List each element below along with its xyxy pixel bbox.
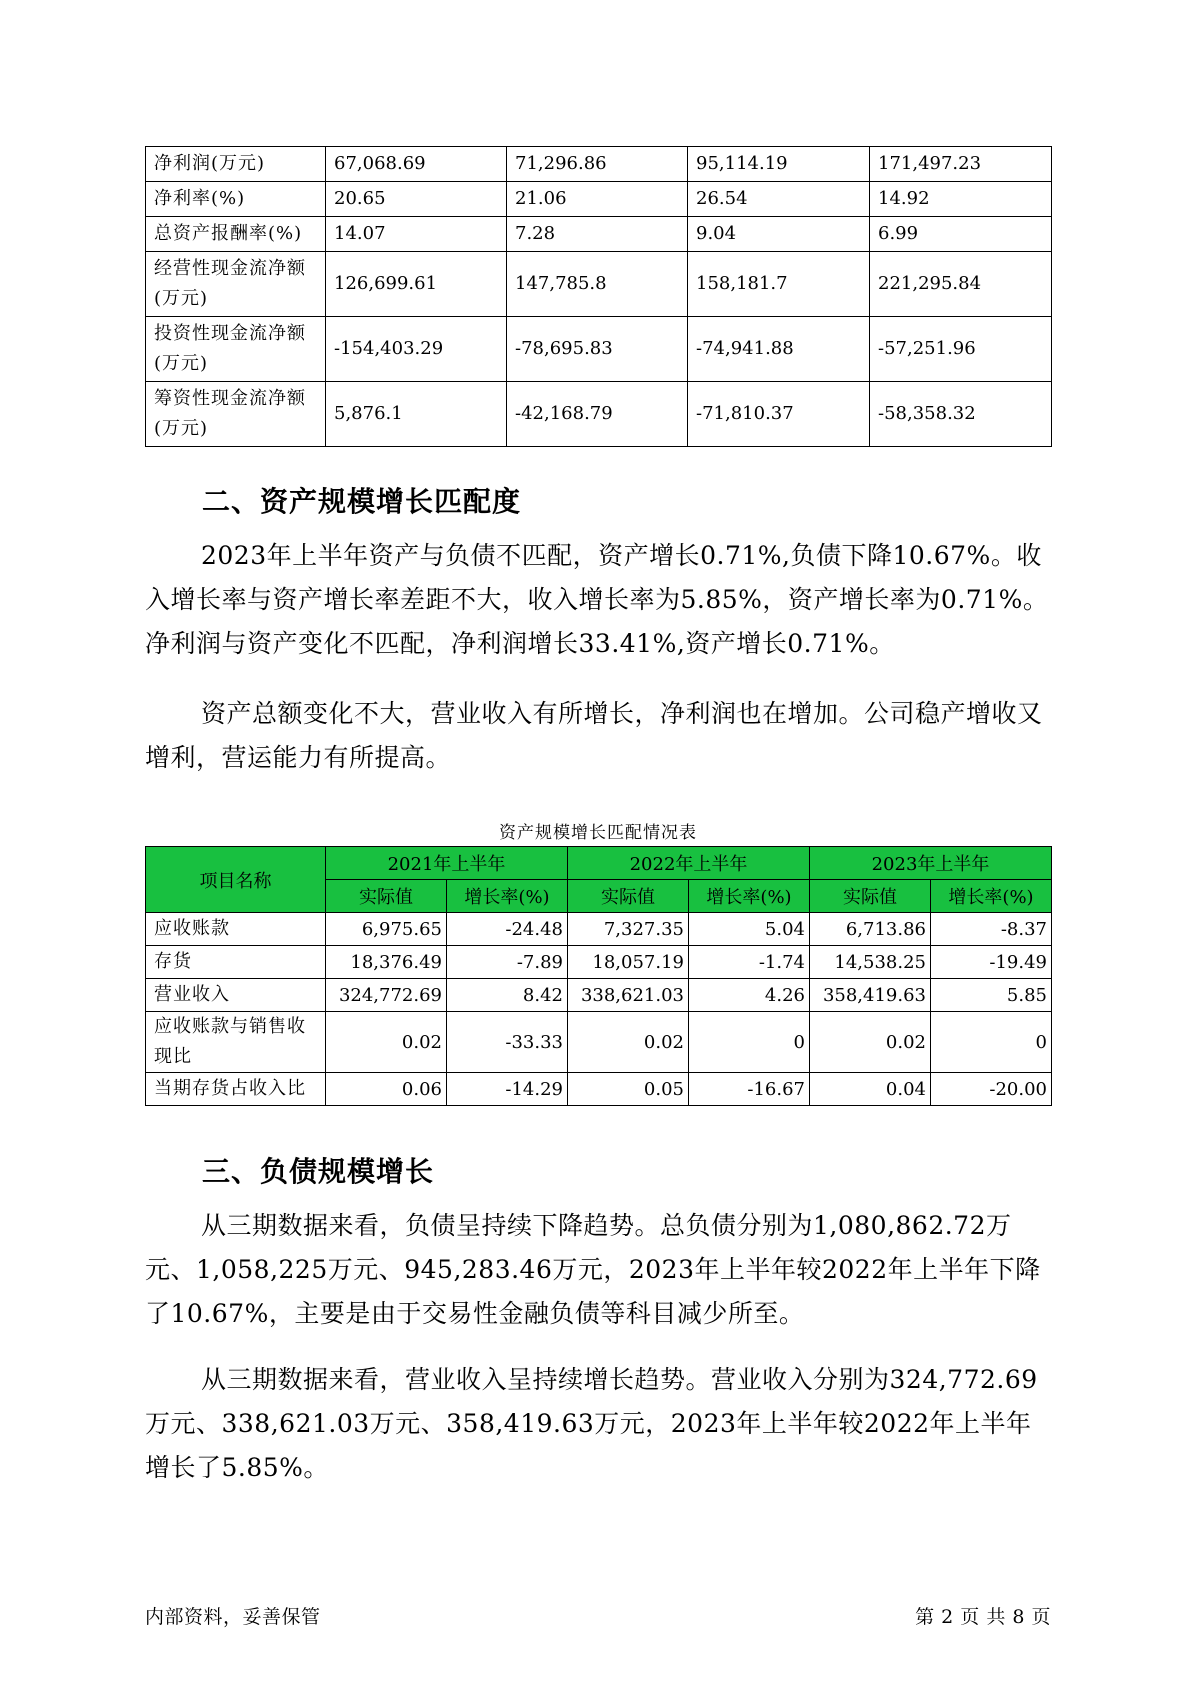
table-cell: -8.37	[931, 913, 1052, 946]
column-header: 2021年上半年	[326, 847, 568, 880]
column-header: 2023年上半年	[810, 847, 1052, 880]
paragraph: 从三期数据来看，负债呈持续下降趋势。总负债分别为1,080,862.72万元、1,058,225万元、945,283.46万元，2023年上半年较2022年上半年下降了10.67%，主要是由于交易性金融负债等科目减少所至。	[145, 1211, 1041, 1328]
page-number: 第 2 页 共 8 页	[915, 1606, 1051, 1628]
table-cell: 0.06	[326, 1073, 447, 1106]
table-cell: 71,296.86	[507, 147, 688, 182]
table-cell: 14,538.25	[810, 946, 931, 979]
table-cell: 14.07	[326, 217, 507, 252]
table-row	[146, 979, 1052, 1012]
table-cell: 20.65	[326, 182, 507, 217]
table-cell: 5.04	[689, 913, 810, 946]
table-row	[146, 1012, 1052, 1073]
column-header: 增长率(%)	[689, 880, 810, 913]
table-cell: 7,327.35	[568, 913, 689, 946]
column-header: 实际值	[810, 880, 931, 913]
table-cell: 4.26	[689, 979, 810, 1012]
table-cell: 8.42	[447, 979, 568, 1012]
table-cell: -42,168.79	[507, 382, 688, 447]
table-row	[146, 946, 1052, 979]
table-row	[146, 182, 1052, 217]
table-cell: 0.02	[326, 1012, 447, 1073]
financial-indicators-table	[145, 146, 1052, 447]
row-label: 投资性现金流净额(万元)	[146, 317, 326, 382]
table-cell: -78,695.83	[507, 317, 688, 382]
column-header: 增长率(%)	[447, 880, 568, 913]
table-cell: 0.05	[568, 1073, 689, 1106]
table-cell: 0.02	[568, 1012, 689, 1073]
table-cell: 21.06	[507, 182, 688, 217]
row-label: 应收账款与销售收现比	[146, 1012, 326, 1073]
table-caption: 资产规模增长匹配情况表	[499, 823, 697, 843]
asset-growth-table	[145, 846, 1052, 1106]
column-header: 增长率(%)	[931, 880, 1052, 913]
paragraph: 资产总额变化不大，营业收入有所增长，净利润也在增加。公司稳产增收又增利，营运能力有所提高。	[145, 699, 1043, 772]
table-row	[146, 1073, 1052, 1106]
table-cell: -33.33	[447, 1012, 568, 1073]
table-cell: 0.02	[810, 1012, 931, 1073]
table-cell: -58,358.32	[870, 382, 1052, 447]
table-cell: 67,068.69	[326, 147, 507, 182]
table-cell: 18,376.49	[326, 946, 447, 979]
table-cell: 0	[689, 1012, 810, 1073]
table-cell: 6.99	[870, 217, 1052, 252]
row-label: 当期存货占收入比	[146, 1073, 326, 1106]
table-row	[146, 252, 1052, 317]
row-label: 净利润(万元)	[146, 147, 326, 182]
row-label: 存货	[146, 946, 326, 979]
footer-confidential-note: 内部资料，妥善保管	[145, 1606, 321, 1628]
table-cell: -71,810.37	[688, 382, 870, 447]
table-cell: 6,713.86	[810, 913, 931, 946]
table-cell: -154,403.29	[326, 317, 507, 382]
row-label: 经营性现金流净额(万元)	[146, 252, 326, 317]
column-header: 2022年上半年	[568, 847, 810, 880]
paragraph: 2023年上半年资产与负债不匹配，资产增长0.71%,负债下降10.67%。收入增长率与资产增长率差距不大，收入增长率为5.85%，资产增长率为0.71%。净利润与资产变化不匹配，净利润增长33.41%,资产增长0.71%。	[145, 541, 1049, 658]
table-row	[146, 147, 1052, 182]
table-cell: -24.48	[447, 913, 568, 946]
table-cell: -16.67	[689, 1073, 810, 1106]
table-cell: 9.04	[688, 217, 870, 252]
table-cell: 221,295.84	[870, 252, 1052, 317]
table-header-row	[146, 847, 1052, 880]
table-row	[146, 913, 1052, 946]
row-label: 净利率(%)	[146, 182, 326, 217]
table-cell: 95,114.19	[688, 147, 870, 182]
table-row	[146, 382, 1052, 447]
row-label: 应收账款	[146, 913, 326, 946]
row-label: 总资产报酬率(%)	[146, 217, 326, 252]
table-cell: 7.28	[507, 217, 688, 252]
table-cell: 171,497.23	[870, 147, 1052, 182]
table-row	[146, 317, 1052, 382]
table-cell: 5.85	[931, 979, 1052, 1012]
table-cell: 26.54	[688, 182, 870, 217]
table-cell: 358,419.63	[810, 979, 931, 1012]
table-cell: 14.92	[870, 182, 1052, 217]
column-header: 实际值	[326, 880, 447, 913]
table-cell: 324,772.69	[326, 979, 447, 1012]
table-cell: -74,941.88	[688, 317, 870, 382]
table-cell: 5,876.1	[326, 382, 507, 447]
column-header: 实际值	[568, 880, 689, 913]
table-cell: 147,785.8	[507, 252, 688, 317]
table-cell: -57,251.96	[870, 317, 1052, 382]
table-cell: -7.89	[447, 946, 568, 979]
table-cell: 126,699.61	[326, 252, 507, 317]
table-cell: 0.04	[810, 1073, 931, 1106]
table-cell: 0	[931, 1012, 1052, 1073]
table-cell: -14.29	[447, 1073, 568, 1106]
row-label: 筹资性现金流净额(万元)	[146, 382, 326, 447]
table-cell: 158,181.7	[688, 252, 870, 317]
table-cell: 338,621.03	[568, 979, 689, 1012]
table-cell: 18,057.19	[568, 946, 689, 979]
section-heading-liability-scale: 三、负债规模增长	[202, 1155, 435, 1188]
table-cell: -1.74	[689, 946, 810, 979]
table-cell: -20.00	[931, 1073, 1052, 1106]
table-row	[146, 217, 1052, 252]
column-header: 项目名称	[146, 847, 326, 913]
section-heading-asset-scale: 二、资产规模增长匹配度	[202, 485, 522, 518]
table-cell: 6,975.65	[326, 913, 447, 946]
row-label: 营业收入	[146, 979, 326, 1012]
table-cell: -19.49	[931, 946, 1052, 979]
paragraph: 从三期数据来看，营业收入呈持续增长趋势。营业收入分别为324,772.69万元、338,621.03万元、358,419.63万元，2023年上半年较2022年上半年增长了5.85%。	[145, 1365, 1038, 1482]
